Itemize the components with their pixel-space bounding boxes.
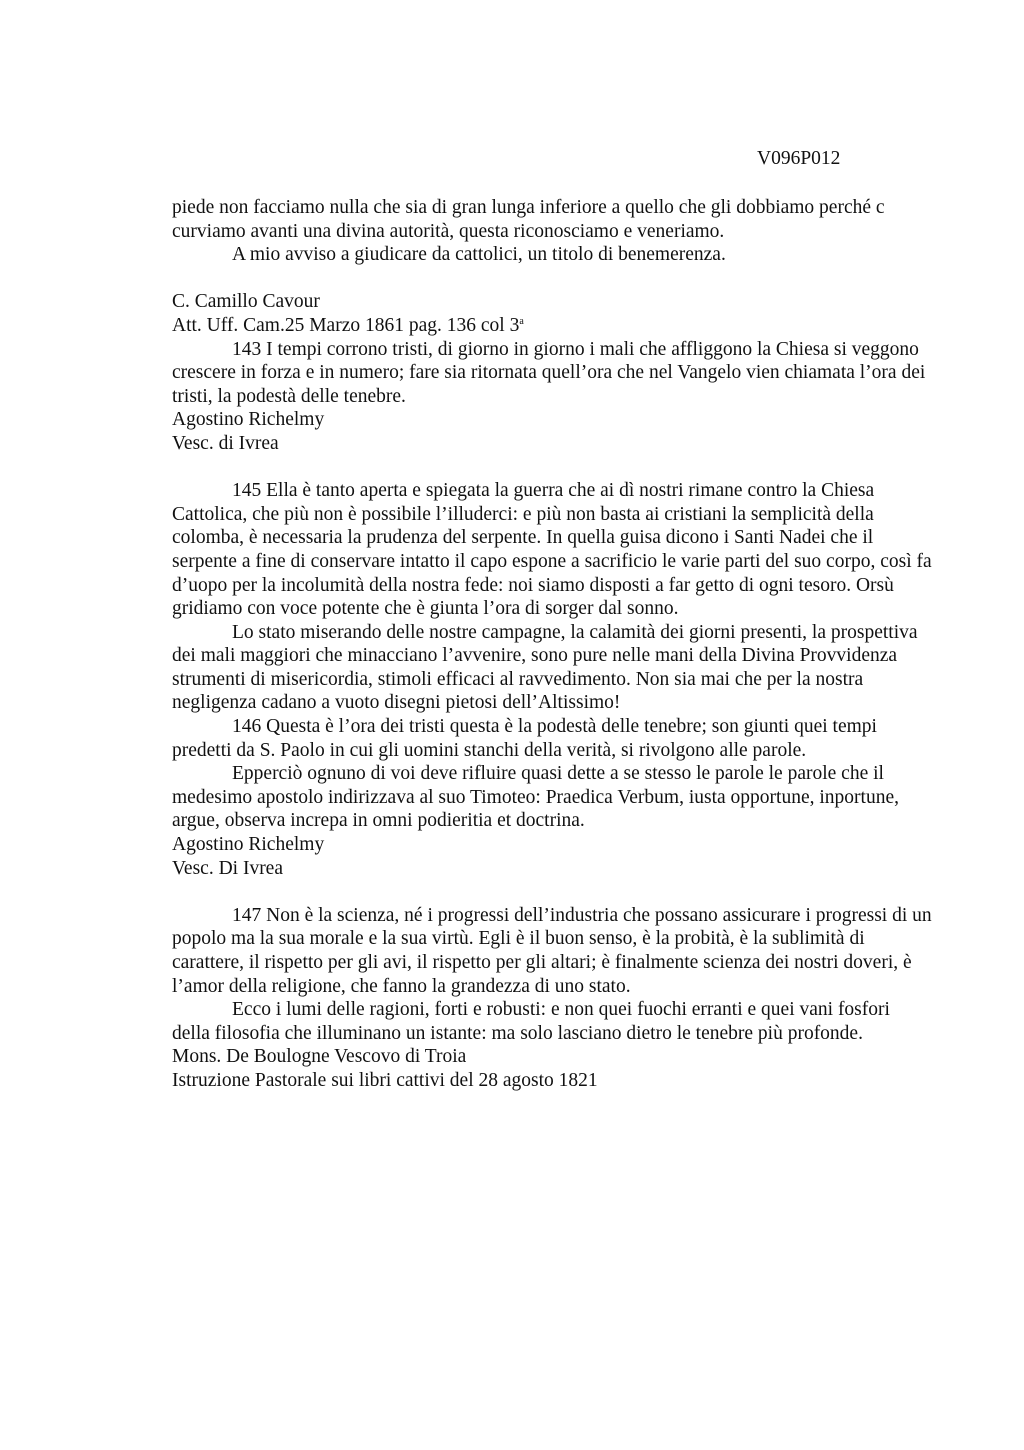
signature-richelmy-name-1: Agostino Richelmy <box>172 409 325 431</box>
paragraph-continuation <box>172 196 932 243</box>
blank-line <box>172 880 932 904</box>
line-text: piede non facciamo nulla che sia di gran lunga inferiore a quello che gli dobbiamo perché c <box>172 197 885 218</box>
paragraph-opinion: A mio avviso a giudicare da cattolici, un titolo di benemerenza. <box>232 244 726 266</box>
signature-richelmy-title-2: Vesc. Di Ivrea <box>172 857 283 879</box>
paragraph-146-continued: Epperciò ognuno di voi deve rifluire quasi dette a se stesso le parole le parole che il medesimo apostolo indirizzava al suo Timoteo: Praedica Verbum, iusta opportune, inportune, argue, observa increpa in omni podieritia et doctrina. <box>172 763 899 832</box>
line-text: curviamo avanti una divina autorità, questa riconosciamo e veneriamo. <box>172 220 725 242</box>
paragraph-147: 147 Non è la scienza, né i progressi dell’industria che possano assicurare i progressi di un popolo ma la sua morale e la sua virtù. Egli è il buon senso, è la probità, è la sublimità di carattere, il rispetto per gli avi, il rispetto per gli altari; è finalmente scienza dei nostri doveri, è l’amor della religione, che fanno la grandezza di uno stato. <box>172 904 932 997</box>
signature-cavour-reference <box>172 314 932 338</box>
paragraph-145-continued: Lo stato miserando delle nostre campagne, la calamità dei giorni presenti, la prospettiva dei mali maggiori che minacciano l’avvenire, sono pure nelle mani della Divina Provvidenza strumenti di misericordia, stimoli efficaci al ravvedimento. Non sia mai che per la nostra negligenza cadano a vuoto disegni pietosi dell’Altissimo! <box>172 621 918 714</box>
signature-richelmy-name-2: Agostino Richelmy <box>172 834 325 856</box>
blank-line <box>172 456 932 480</box>
signature-boulogne-name: Mons. De Boulogne Vescovo di Troia <box>172 1046 467 1068</box>
signature-cavour-name: C. Camillo Cavour <box>172 291 320 313</box>
blank-line <box>172 267 932 291</box>
paragraph-145: 145 Ella è tanto aperta e spiegata la guerra che ai dì nostri rimane contro la Chiesa Cattolica, che più non è possibile l’illuderci: e più non basta ai cristiani la semplicità della colomba, è necessaria la prudenza del serpente. In quella guisa dicono i Santi Nadei che il serpente a fine di conservare intatto il capo espone a sacrificio le varie parti del suo corpo, così fa d’uopo per la incolumità della nostra fede: noi siamo disposti a far getto di ogni tesoro. Orsù gridiamo con voce potente che è giunta l’ora di sorger dal sonno. <box>172 480 932 620</box>
reference-superscript: a <box>519 315 524 327</box>
paragraph-146: 146 Questa è l’ora dei tristi questa è la podestà delle tenebre; son giunti quei tempi predetti da S. Paolo in cui gli uomini stanchi della verità, si rivolgono alle parole. <box>172 716 877 761</box>
reference-text: Att. Uff. Cam.25 Marzo 1861 pag. 136 col 3 <box>172 314 520 336</box>
signature-boulogne-reference: Istruzione Pastorale sui libri cattivi del 28 agosto 1821 <box>172 1069 598 1091</box>
paragraph-143: 143 I tempi corrono tristi, di giorno in giorno i mali che affliggono la Chiesa si veggono crescere in forza e in numero; fare sia ritornata quell’ora che nel Vangelo vien chiamata l’ora dei tristi, la podestà delle tenebre. <box>172 338 926 407</box>
signature-richelmy-title-1: Vesc. di Ivrea <box>172 432 279 454</box>
paragraph-147-continued: Ecco i lumi delle ragioni, forti e robusti: e non quei fuochi erranti e quei vani fosfori della filosofia che illuminano un istante: ma solo lasciano dietro le tenebre più profonde. <box>172 999 890 1044</box>
document-body <box>172 196 932 1093</box>
page-identifier: V096P012 <box>757 148 841 169</box>
